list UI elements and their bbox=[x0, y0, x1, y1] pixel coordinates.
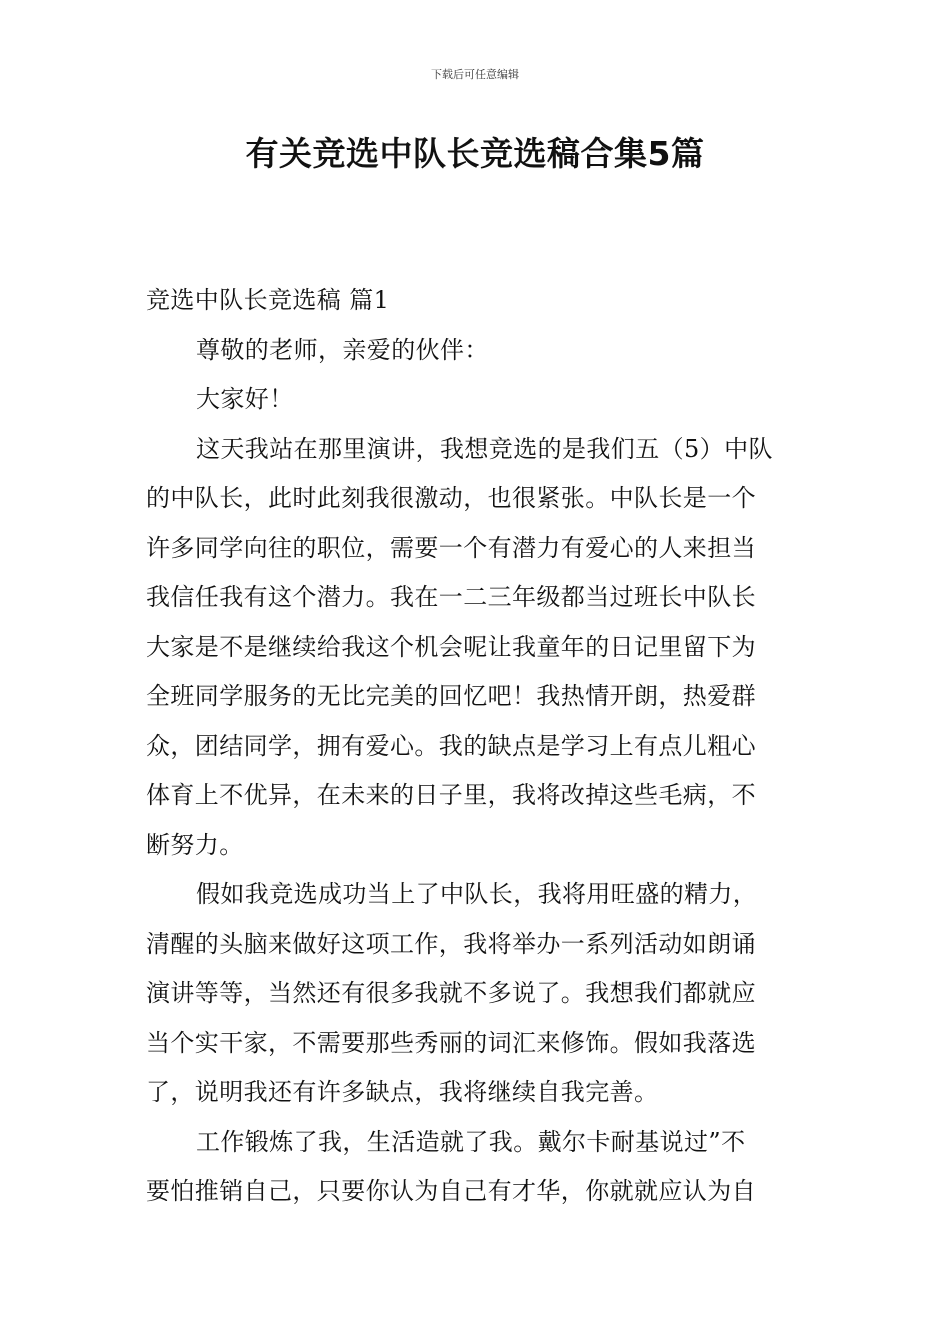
document-body bbox=[146, 276, 808, 1217]
text-line: 全班同学服务的无比完美的回忆吧！我热情开朗，热爱群 bbox=[146, 682, 756, 710]
text-line: 清醒的头脑来做好这项工作，我将举办一系列活动如朗诵 bbox=[146, 929, 756, 958]
text-line: 许多同学向往的职位，需要一个有潜力有爱心的人来担当 bbox=[146, 533, 756, 562]
header-note: 下载后可任意编辑 bbox=[431, 68, 519, 81]
text-line: 大家好！ bbox=[196, 385, 294, 413]
text-line: 当个实干家，不需要那些秀丽的词汇来修饰。假如我落选 bbox=[146, 1028, 756, 1057]
text-line: 了，说明我还有许多缺点，我将继续自我完善。 bbox=[146, 1078, 659, 1106]
text-line: 众，团结同学，拥有爱心。我的缺点是学习上有点儿粗心 bbox=[146, 731, 756, 760]
text-line: 假如我竞选成功当上了中队长，我将用旺盛的精力， bbox=[196, 880, 758, 908]
text-line: 工作锻炼了我，生活造就了我。戴尔卡耐基说过”不 bbox=[196, 1127, 746, 1156]
text-line: 尊敬的老师，亲爱的伙伴： bbox=[196, 335, 489, 364]
text-line: 的中队长，此时此刻我很激动，也很紧张。中队长是一个 bbox=[146, 484, 756, 512]
text-line: 断努力。 bbox=[146, 830, 244, 859]
text-line: 我信任我有这个潜力。我在一二三年级都当过班长中队长 bbox=[146, 583, 756, 611]
text-line: 要怕推销自己，只要你认为自己有才华，你就就应认为自 bbox=[146, 1177, 756, 1205]
section-heading: 竞选中队长竞选稿 篇1 bbox=[146, 286, 390, 314]
body-text bbox=[146, 326, 808, 1217]
text-line: 演讲等等，当然还有很多我就不多说了。我想我们都就应 bbox=[146, 979, 756, 1007]
document-title: 有关竞选中队长竞选稿合集5篇 bbox=[245, 134, 705, 173]
text-line: 大家是不是继续给我这个机会呢让我童年的日记里留下为 bbox=[146, 632, 756, 661]
text-line: 这天我站在那里演讲，我想竞选的是我们五（5）中队 bbox=[196, 434, 773, 463]
text-line: 体育上不优异，在未来的日子里，我将改掉这些毛病，不 bbox=[146, 781, 756, 809]
